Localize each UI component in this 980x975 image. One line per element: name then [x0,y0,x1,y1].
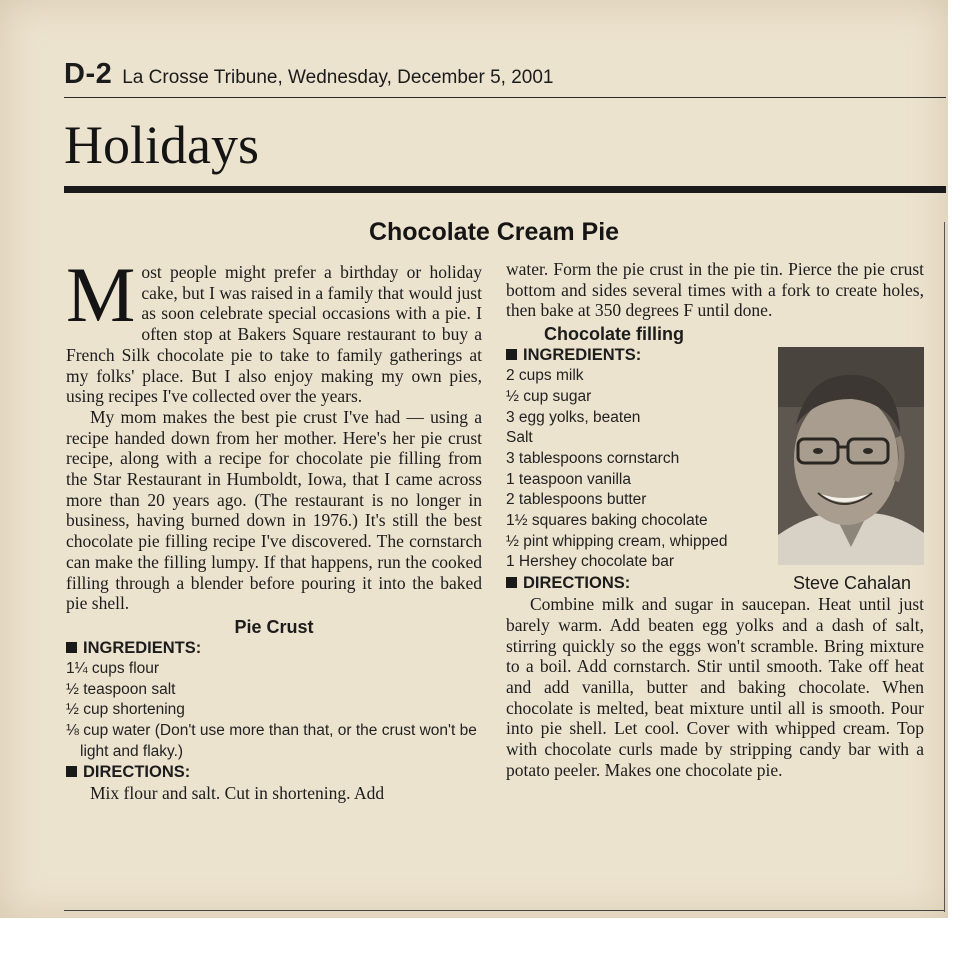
ingredient-item: 1 Hershey chocolate bar [506,553,675,571]
square-bullet-icon [66,642,77,653]
pie-crust-heading: Pie Crust [234,616,314,637]
filling-heading: Chocolate filling [544,324,685,345]
ingredient-item: ½ teaspoon salt [66,680,176,698]
square-bullet-icon [506,577,517,588]
pie-crust-ingredient-list [66,659,482,763]
page-folio [64,58,554,91]
ingredient-item: 2 cups milk [506,367,584,385]
filling-ingredients-label: INGREDIENTS: [506,345,924,366]
ingredient-item: Salt [506,429,533,447]
page-number: D-2 [64,58,113,90]
ingredient-item: 3 tablespoons cornstarch [506,449,680,467]
article-headline: Chocolate Cream Pie [368,218,620,246]
author-portrait-icon [778,347,924,565]
header-rule [64,97,946,98]
pie-crust-directions-part1: Mix flour and salt. Cut in shortening. Add [90,783,385,804]
photo-caption: Steve Cahalan [792,573,912,593]
ingredient-item: 2 tablespoons butter [506,491,647,509]
column-border [944,222,945,912]
pie-crust-ingredients-label: INGREDIENTS: [66,638,482,659]
section-title: Holidays [64,115,259,175]
ingredient-item: 1½ squares baking chocolate [506,512,708,530]
ingredient-item: ½ pint whipping cream, whipped [506,532,728,550]
drop-cap: M [66,251,136,338]
ingredient-item: ½ cup shortening [66,701,185,719]
pie-crust-directions-label: DIRECTIONS: [66,762,482,783]
square-bullet-icon [66,766,77,777]
ingredient-item: ½ cup sugar [506,387,592,405]
square-bullet-icon [506,349,517,360]
ingredient-item: ⅛ cup water (Don't use more than that, or the crust won't be light and flaky.) [66,722,477,760]
ingredient-item: 3 egg yolks, beaten [506,408,641,426]
author-photo [778,347,924,565]
pie-crust-directions-part2: water. Form the pie crust in the pie tin. Pierce the pie crust bottom and sides several times with a fork to create holes, then bake at 350 degrees F until done. [506,259,924,321]
section-rule [64,186,946,193]
intro-paragraph-2: My mom makes the best pie crust I've had — using a recipe handed down from her mother. Here's her pie crust recipe, along with a recipe for chocolate pie filling from the Star Restaurant in Humboldt, Iowa, that I came across more than 20 years ago. (The restaurant is no longer in business, having burned down in 1976.) It's still the best chocolate pie filling recipe I've discovered. The cornstarch can make the filling lumpy. If that happens, run the cooked filling through a blender before pouring it into the baked pie shell. [66,406,482,614]
ingredient-item: 1 teaspoon vanilla [506,470,631,488]
ingredient-item: 1¼ cups flour [66,659,160,677]
intro-paragraph-1: ost people might prefer a birthday or holiday cake, but I was raised in a family that would just as soon celebrate special occasions with a pie. I often stop at Bakers Square restaurant to buy a French Silk chocolate pie to take to family gatherings at my folks' place. But I also enjoy making my own pies, using recipes I've collected over the years. [66,262,482,407]
filling-ingredient-list [506,366,764,573]
filling-directions: Combine milk and sugar in saucepan. Heat until just barely warm. Add beaten egg yolks and a dash of salt, stirring quickly so the eggs won't scramble. Bring mixture to a boil. Add cornstarch. Stir until smooth. Take off heat and add vanilla, butter and baking chocolate. When chocolate is melted, beat mixture until all is smooth. Pour into pie shell. Let cool. Cover with whipped cream. Top with chocolate curls made by stripping candy bar with a potato peeler. Makes one chocolate pie. [506,594,924,780]
filling-directions-label: DIRECTIONS: [506,573,924,594]
paper-dateline: La Crosse Tribune, Wednesday, December 5, 2001 [122,67,554,88]
bottom-rule [64,910,944,911]
article-column-1 [66,251,482,804]
